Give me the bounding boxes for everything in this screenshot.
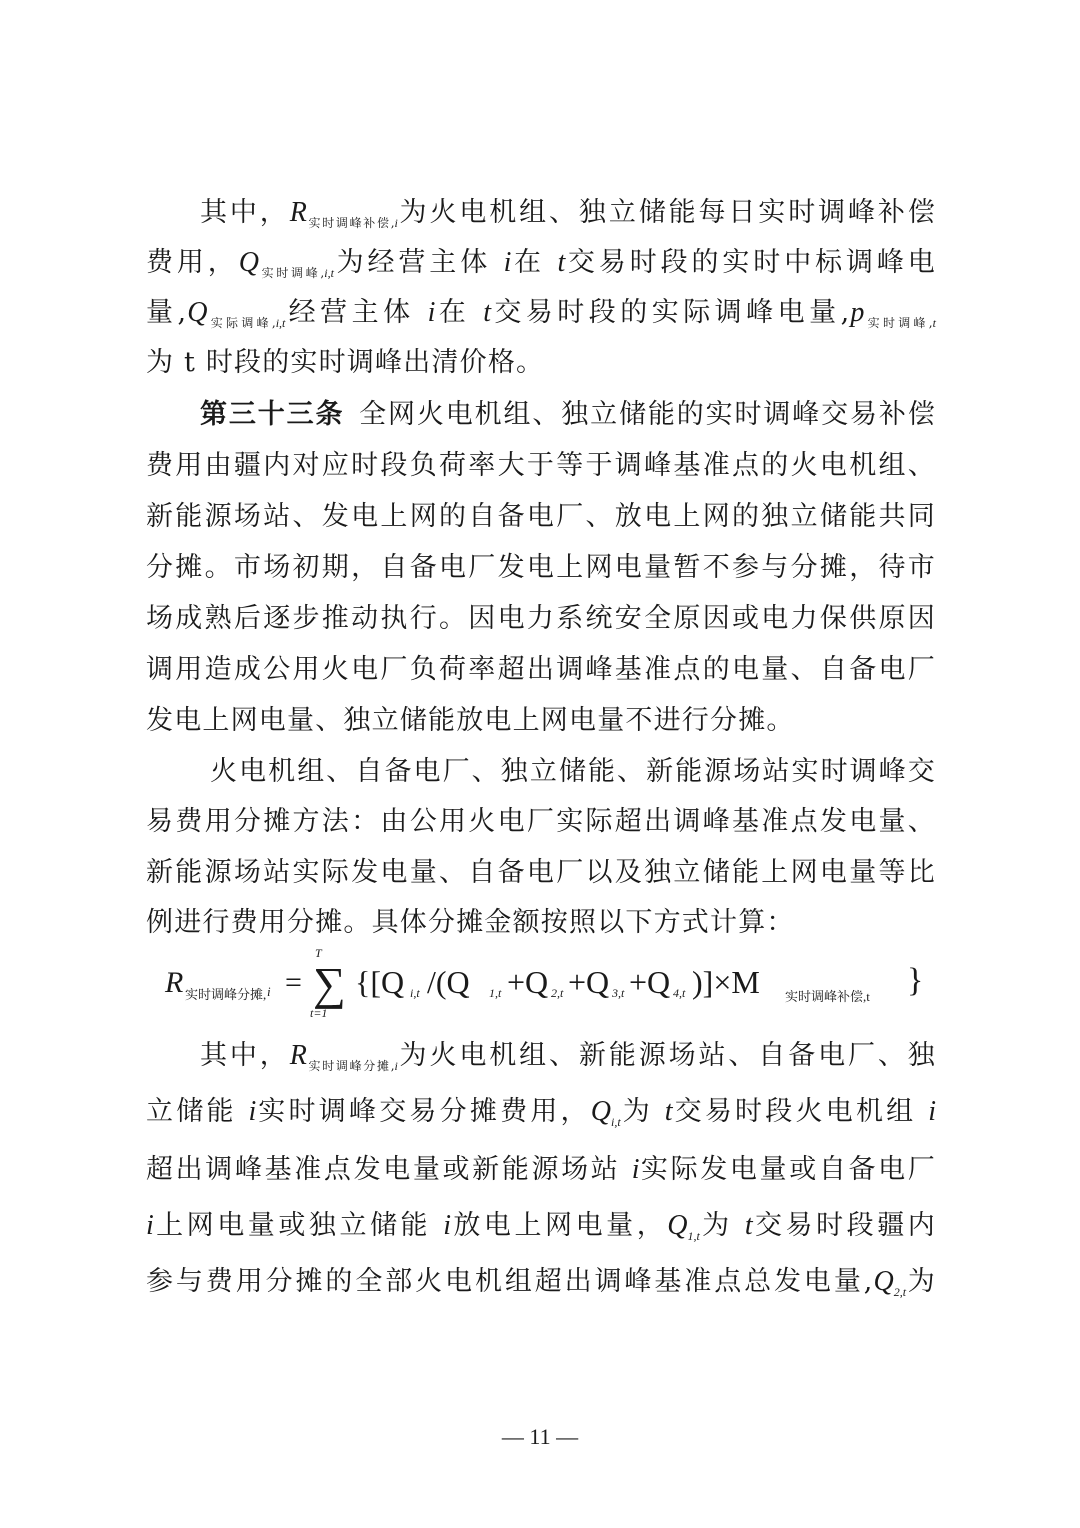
para3-line4: 例进行费用分摊。具体分摊金额按照以下方式计算： <box>146 907 795 938</box>
para1-line1: 其中，$R_{实时调峰补偿,i}$为火电机组、独立储能每日实时调峰补偿 <box>200 197 936 230</box>
para4-line1: 其中，$R_{实时调峰分摊,i}$为火电机组、新能源场站、自备电厂、独 <box>200 1040 936 1073</box>
para4-line5: 参与费用分摊的全部火电机组超出调峰基准点总发电量$,Q_{2,t}$为 <box>146 1266 936 1299</box>
para3-line3: 新能源场站实际发电量、自备电厂以及独立储能上网电量等比 <box>146 857 936 888</box>
para1-line4: 为 t 时段的实时调峰出清价格。 <box>146 347 545 378</box>
para1-line3: 量$,Q_{实际调峰,i,t}$经营主体 i在 t交易时段的实际调峰电量$,p_{实时调峰,t}$ <box>146 297 936 330</box>
article-line7: 发电上网电量、独立储能放电上网电量不进行分摊。 <box>146 705 795 736</box>
article-heading: 第三十三条 <box>200 399 345 430</box>
article-line1: 第三十三条 全网火电机组、独立储能的实时调峰交易补偿 <box>200 399 937 430</box>
para1-line2: 费用，$Q_{实时调峰,i,t}$为经营主体 i在 t交易时段的实时中标调峰电 <box>146 247 936 280</box>
para3-line2: 易费用分摊方法：由公用火电厂实际超出调峰基准点发电量、 <box>146 806 936 837</box>
para3-line1: 火电机组、自备电厂、独立储能、新能源场站实时调峰交 <box>210 756 936 787</box>
page-number: — 11 — <box>501 1424 579 1449</box>
para4-line3: 超出调峰基准点发电量或新能源场站 i实际发电量或自备电厂 <box>146 1154 937 1185</box>
para4-line2: 立储能 i实时调峰交易分摊费用，$Q_{i,t}$为 t交易时段火电机组 i <box>146 1096 936 1129</box>
para4-line4: i上网电量或独立储能 i放电上网电量，$Q_{1,t}$为 t交易时段疆内 <box>146 1210 936 1243</box>
article-line6: 调用造成公用火电厂负荷率超出调峰基准点的电量、自备电厂 <box>146 654 936 685</box>
cost-allocation-formula: R 实时调峰分摊, i = T ∑ t=1 {[Q i,t /(Q 1,t +Q 2,t +Q 3,t +Q 4,t )]×M 实时调峰补偿,t } <box>165 946 924 1020</box>
article-line5: 场成熟后逐步推动执行。因电力系统安全原因或电力保供原因 <box>146 603 936 634</box>
article-line4: 分摊。市场初期，自备电厂发电上网电量暂不参与分摊，待市 <box>146 552 936 583</box>
article-line3: 新能源场站、发电上网的自备电厂、放电上网的独立储能共同 <box>146 501 936 532</box>
article-line2: 费用由疆内对应时段负荷率大于等于调峰基准点的火电机组、 <box>146 450 936 481</box>
